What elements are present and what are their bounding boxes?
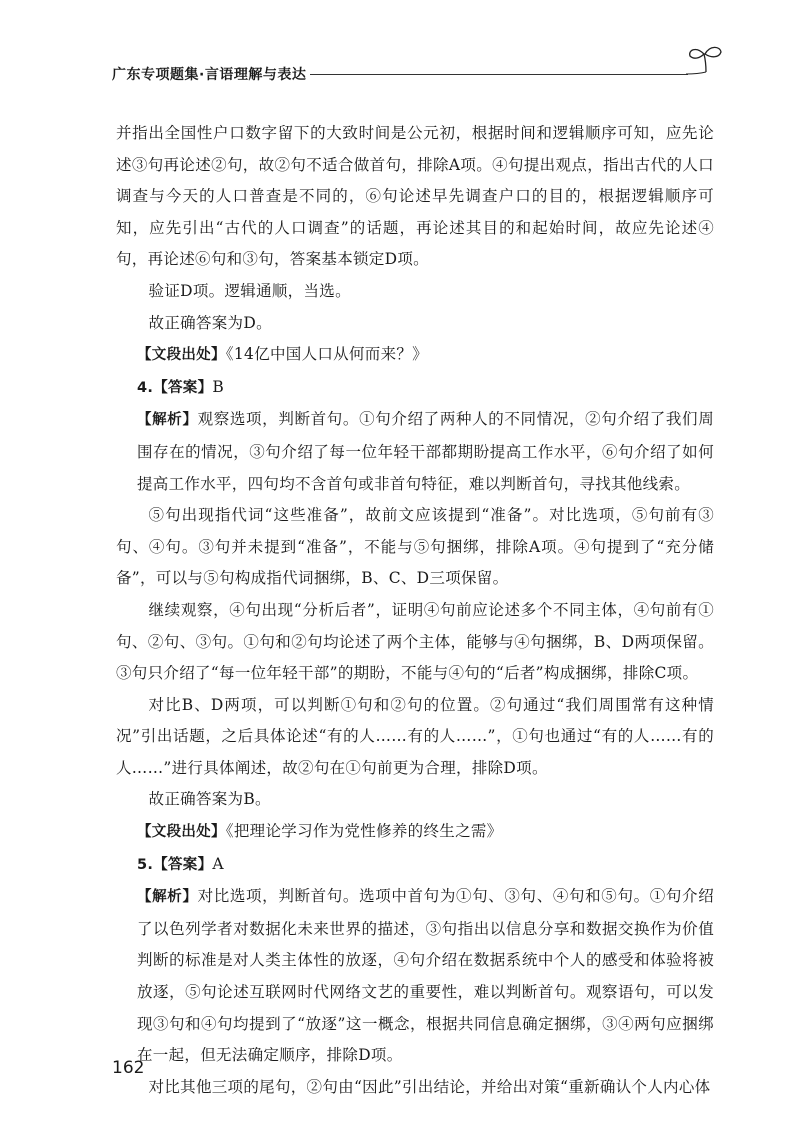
paragraph-text: 故正确答案为B。 bbox=[148, 790, 271, 809]
paragraph-answer bbox=[116, 784, 714, 816]
header-rule bbox=[310, 74, 688, 75]
paragraph-question-answer bbox=[116, 849, 714, 882]
paragraph-text: ⑤句出现指代词“这些准备”，故前文应该提到“准备”。对比选项，⑤句前有③句、④句。③句并未提到“准备”，不能与⑤句捆绑，排除A项。④句提到了“充分储备”，可以与⑤句构成指代词捆绑，B、C、D三项保留。 bbox=[116, 506, 714, 588]
analysis-tag: 【解析】 bbox=[137, 889, 198, 906]
paragraph-source bbox=[116, 339, 714, 372]
header-title: 广东专项题集·言语理解与表达 bbox=[112, 67, 307, 83]
paragraph-analysis bbox=[116, 881, 714, 1072]
analysis-tag: 【解析】 bbox=[137, 412, 198, 429]
answer-tag: 4.【答案】 bbox=[137, 379, 213, 396]
paragraph-continuation bbox=[116, 118, 714, 276]
paragraph-analysis bbox=[116, 404, 714, 500]
paragraph-text: 对比B、D两项，可以判断①句和②句的位置。②句通过“我们周围常有这种情况”引出话题，之后具体论述“有的人……有的人……”，①句也通过“有的人……有的人……”进行具体阐述，故②句在①句前更为合理，排除D项。 bbox=[116, 695, 714, 777]
body-text bbox=[116, 118, 714, 1103]
answer-value: B bbox=[212, 377, 225, 396]
running-header bbox=[112, 60, 712, 88]
source-text: 《把理论学习作为党性修养的终生之需》 bbox=[225, 822, 503, 841]
answer-tag: 5.【答案】 bbox=[137, 856, 213, 873]
paragraph-text: 继续观察，④句出现“分析后者”，证明④句前应论述多个不同主体，④句前有①句、②句、③句。①句和②句均论述了两个主体，能够与④句捆绑，B、D两项保留。③句只介绍了“每一位年轻干部”的期盼，不能与④句的“后者”构成捆绑，排除C项。 bbox=[116, 600, 714, 683]
sprout-icon bbox=[686, 42, 726, 80]
answer-value: A bbox=[212, 854, 224, 873]
source-text: 《14亿中国人口从何而来？》 bbox=[225, 345, 428, 364]
source-tag: 【文段出处】 bbox=[137, 347, 226, 364]
paragraph-answer bbox=[116, 308, 714, 340]
paragraph-verify bbox=[116, 276, 714, 308]
paragraph-body bbox=[116, 690, 714, 785]
page-number: 162 bbox=[112, 1058, 145, 1078]
paragraph-text: 对比选项，判断首句。选项中首句为①句、③句、④句和⑤句。①句介绍了以色列学者对数据化未来世界的描述，③句指出以信息分享和数据交换作为价值判断的标准是对人类主体性的放逐，④句介绍在数据系统中个人的感受和体验将被放逐，⑤句论述互联网时代网络文艺的重要性，难以判断首句。观察语句，可以发现③句和④句均提到了“放逐”这一概念，根据共同信息确定捆绑，③④两句应捆绑在一起，但无法确定顺序，排除D项。 bbox=[137, 887, 714, 1065]
paragraph-text: 验证D项。逻辑通顺，当选。 bbox=[148, 281, 351, 300]
paragraph-body bbox=[116, 500, 714, 595]
paragraph-source bbox=[116, 816, 714, 849]
source-tag: 【文段出处】 bbox=[137, 824, 226, 841]
paragraph-text: 观察选项，判断首句。①句介绍了两种人的不同情况，②句介绍了我们周围存在的情况，③句介绍了每一位年轻干部都期盼提高工作水平，⑥句介绍了如何提高工作水平，四句均不含首句或非首句特征，难以判断首句，寻找其他线索。 bbox=[137, 410, 714, 493]
paragraph-text: 对比其他三项的尾句，②句由“因此”引出结论，并给出对策“重新确认个人内心体 bbox=[148, 1077, 711, 1096]
paragraph-text: 故正确答案为D。 bbox=[148, 313, 272, 332]
paragraph-text: 并指出全国性户口数字留下的大致时间是公元初，根据时间和逻辑顺序可知，应先论述③句再论述②句，故②句不适合做首句，排除A项。④句提出观点，指出古代的人口调查与今天的人口普查是不同的，⑥句论述早先调查户口的目的，根据逻辑顺序可知，应先引出“古代的人口调查”的话题，再论述其目的和起始时间，故应先论述④句，再论述⑥句和③句，答案基本锁定D项。 bbox=[116, 124, 714, 269]
paragraph-body bbox=[116, 595, 714, 690]
paragraph-body bbox=[116, 1072, 714, 1104]
paragraph-question-answer bbox=[116, 372, 714, 405]
